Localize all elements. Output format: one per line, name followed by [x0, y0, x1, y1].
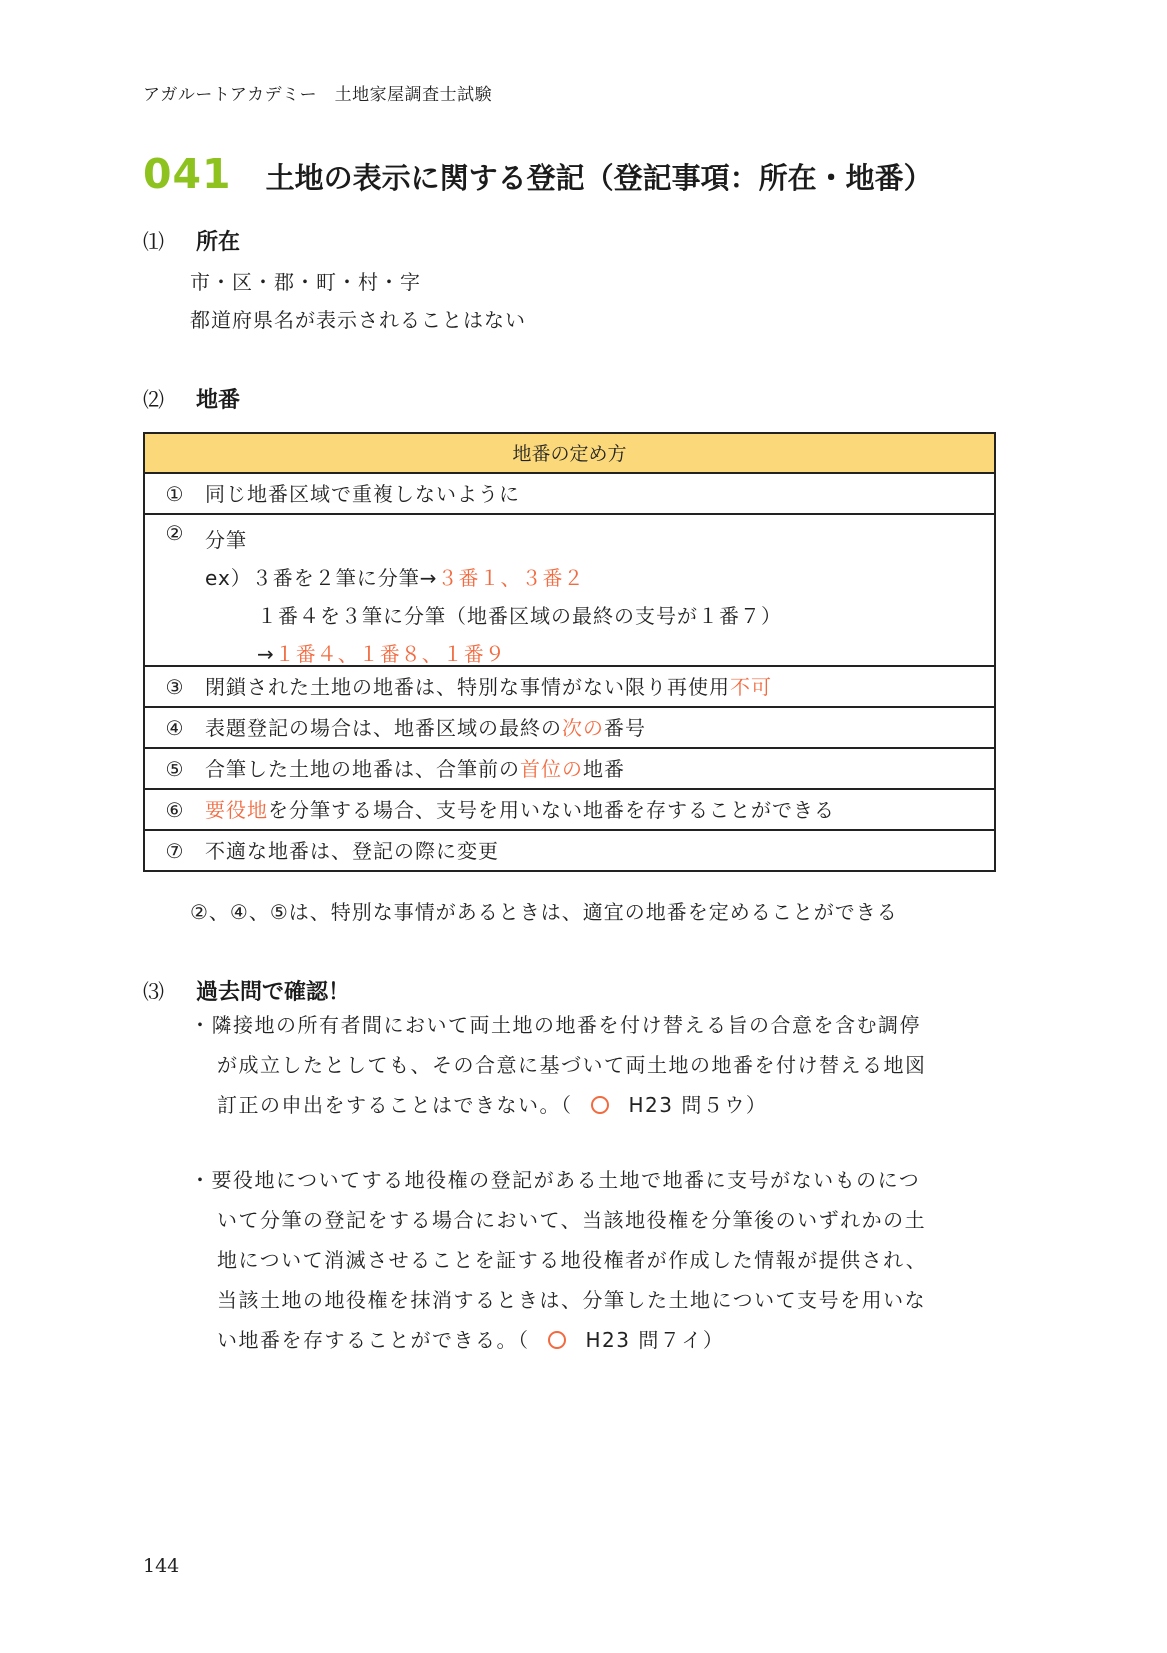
- table-row: [145, 749, 994, 790]
- highlight-text: 首位の: [520, 757, 583, 781]
- heading-location: [143, 225, 240, 256]
- question-last-line: [190, 1085, 1000, 1125]
- past-question-item: [190, 1160, 1000, 1360]
- heading-lot-number: [143, 383, 240, 414]
- example-result: １番４、１番８、１番９: [274, 642, 506, 666]
- example-prefix: ex）３番を２筆に分筆→: [205, 566, 438, 590]
- question-line: ・隣接地の所有者間において両土地の地番を付け替える旨の合意を含む調停: [190, 1013, 921, 1037]
- row-body: [205, 749, 994, 788]
- row-mark: ⑦: [165, 839, 185, 863]
- heading-label: 過去問で確認！: [196, 980, 351, 1005]
- row-text: 表題登記の場合は、地番区域の最終の: [205, 716, 562, 740]
- row-mark: ⑥: [165, 798, 185, 822]
- arrow: →: [257, 642, 275, 666]
- question-last-line: [190, 1320, 1000, 1360]
- table-row: [145, 708, 994, 749]
- row-text: 不適な地番は、登記の際に変更: [205, 839, 499, 863]
- table-row: [145, 515, 994, 667]
- question-line: 訂正の申出をすることはできない。（: [217, 1093, 573, 1117]
- highlight-text: 不可: [730, 675, 772, 699]
- row-text: 地番: [583, 757, 625, 781]
- location-line: 市・区・郡・町・村・字: [190, 270, 421, 294]
- highlight-text: 次の: [562, 716, 604, 740]
- question-line: いて分筆の登記をする場合において、当該地役権を分筆後のいずれかの土: [217, 1208, 927, 1232]
- row-text: 同じ地番区域で重複しないように: [205, 482, 520, 506]
- heading-label: 所在: [196, 230, 241, 255]
- row-text: 番号: [604, 716, 646, 740]
- row-mark: ③: [165, 675, 185, 699]
- row-body: [205, 708, 994, 747]
- highlight-text: 要役地: [205, 798, 268, 822]
- example-result: ３番１、３番２: [437, 566, 585, 590]
- running-header: アガルートアカデミー 土地家屋調査士試験: [143, 85, 493, 105]
- section-title: [143, 150, 933, 198]
- location-line: 都道府県名が表示されることはない: [190, 308, 526, 332]
- question-reference: H23 問５ウ）: [628, 1093, 768, 1117]
- table-header: 地番の定め方: [145, 434, 994, 474]
- table-note: ②、④、⑤は、特別な事情があるときは、適宜の地番を定めることができる: [190, 900, 898, 924]
- heading-past-questions: [143, 975, 350, 1006]
- table-row: [145, 474, 994, 515]
- heading-number: ⑵: [143, 388, 164, 412]
- row-mark: ④: [165, 716, 185, 740]
- table-row: [145, 831, 994, 870]
- row-text: を分筆する場合、支号を用いない地番を存することができる: [268, 798, 835, 822]
- table-row: [145, 667, 994, 708]
- question-line: い地番を存することができる。（: [217, 1328, 530, 1352]
- row-text: 閉鎖された土地の地番は、特別な事情がない限り再使用: [205, 675, 730, 699]
- heading-number: ⑴: [143, 230, 164, 254]
- location-text: [190, 263, 526, 339]
- correct-circle-icon: [591, 1096, 609, 1114]
- row-mark: ①: [165, 482, 185, 506]
- past-question-item: [190, 1005, 1000, 1125]
- row-mark: ②: [165, 521, 185, 545]
- row-mark: ⑤: [165, 757, 185, 781]
- example-line: １番４を３筆に分筆（地番区域の最終の支号が１番７）: [257, 604, 782, 628]
- correct-circle-icon: [548, 1331, 566, 1349]
- heading-label: 地番: [196, 388, 241, 413]
- title-text: 土地の表示に関する登記（登記事項：所在・地番）: [265, 161, 933, 195]
- heading-number: ⑶: [143, 980, 164, 1004]
- row-title: 分筆: [205, 528, 247, 552]
- question-line: 地について消滅させることを証する地役権者が作成した情報が提供され、: [217, 1248, 928, 1272]
- lot-number-rules-table: [143, 432, 996, 872]
- question-reference: H23 問７イ）: [585, 1328, 725, 1352]
- title-number: 041: [143, 150, 232, 198]
- row-body: [205, 790, 994, 829]
- row-body: [205, 515, 994, 665]
- row-text: 合筆した土地の地番は、合筆前の: [205, 757, 520, 781]
- row-body: [205, 667, 994, 706]
- page-number: 144: [143, 1555, 180, 1577]
- question-line: が成立したとしても、その合意に基づいて両土地の地番を付け替える地図: [217, 1053, 927, 1077]
- example-line: [205, 559, 994, 597]
- question-line: 当該土地の地役権を抹消するときは、分筆した土地について支号を用いな: [217, 1288, 927, 1312]
- table-row: [145, 790, 994, 831]
- question-line: ・要役地についてする地役権の登記がある土地で地番に支号がないものにつ: [190, 1168, 921, 1192]
